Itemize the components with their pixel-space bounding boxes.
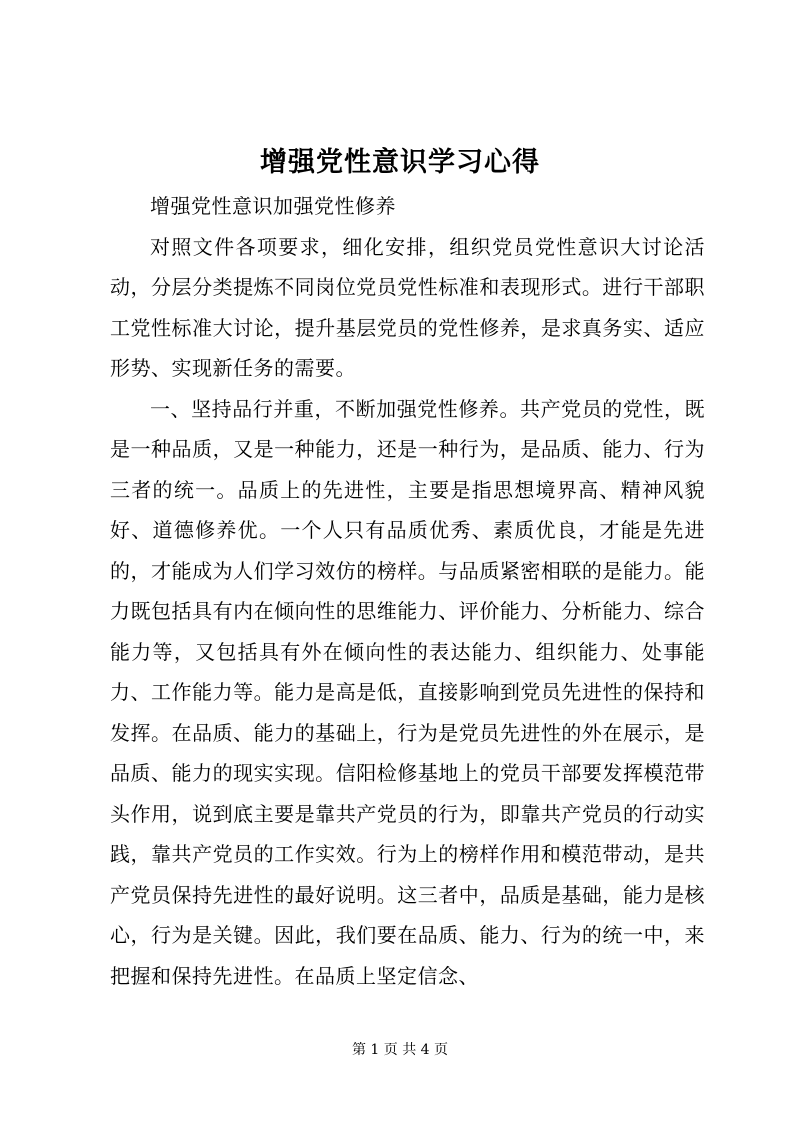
page-number-footer: 第 1 页 共 4 页 bbox=[351, 1042, 449, 1058]
document-title: 增强党性意识学习心得 bbox=[260, 147, 540, 178]
document-body bbox=[110, 186, 705, 996]
body-paragraph: 对照文件各项要求，细化安排，组织党员党性意识大讨论活动，分层分类提炼不同岗位党员党性标准和表现形式。进行干部职工党性标准大讨论，提升基层党员的党性修养，是求真务实、适应形势、实现新任务的需要。 bbox=[110, 234, 705, 380]
subtitle-paragraph: 增强党性意识加强党性修养 bbox=[150, 194, 396, 218]
body-paragraph: 一、坚持品行并重，不断加强党性修养。共产党员的党性，既是一种品质，又是一种能力，还是一种行为，是品质、能力、行为三者的统一。品质上的先进性，主要是指思想境界高、精神风貌好、道德修养优。一个人只有品质优秀、素质优良，才能是先进的，才能成为人们学习效仿的榜样。与品质紧密相联的是能力。能力既包括具有内在倾向性的思维能力、评价能力、分析能力、综合能力等，又包括具有外在倾向性的表达能力、组织能力、处事能力、工作能力等。能力是高是低，直接影响到党员先进性的保持和发挥。在品质、能力的基础上，行为是党员先进性的外在展示，是品质、能力的现实实现。信阳检修基地上的党员干部要发挥模范带头作用，说到底主要是靠共产党员的行为，即靠共产党员的行动实践，靠共产党员的工作实效。行为上的榜样作用和模范带动，是共产党员保持先进性的最好说明。这三者中，品质是基础，能力是核心，行为是关键。因此，我们要在品质、能力、行为的统一中，来把握和保持先进性。在品质上坚定信念、 bbox=[110, 396, 705, 988]
